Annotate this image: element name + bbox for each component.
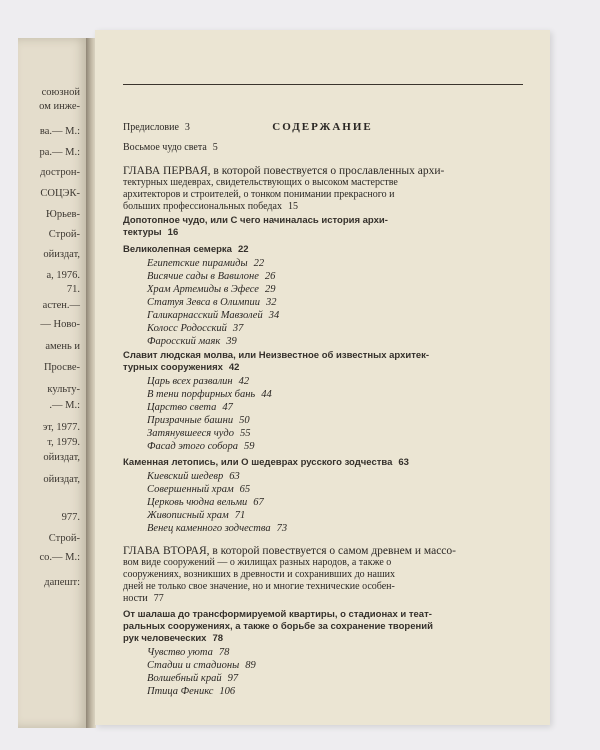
toc-entry <box>147 441 254 453</box>
toc-page-number: 47 <box>222 402 233 413</box>
left-page-line: ва.— М.: <box>39 126 80 137</box>
toc-entry <box>123 227 178 239</box>
toc-entry-text: Чувство уюта <box>147 647 213 658</box>
left-page-line: ра.— М.: <box>39 147 80 158</box>
toc-entry-text: тектурных шедеврах, свидетельствующих о высоком мастерстве <box>123 177 398 188</box>
toc-page-number: 42 <box>228 362 240 373</box>
toc-entry-text: ГЛАВА ПЕРВАЯ, в которой повествуется о прославленных архи- <box>123 165 445 177</box>
toc-entry-text: Живописный храм <box>147 510 229 521</box>
top-rule <box>123 84 523 85</box>
toc-entry-text: ральных сооружениях, а также о борьбе за сохранение творений <box>123 621 433 632</box>
contents-page <box>95 30 550 725</box>
toc-page-number: 22 <box>237 244 249 255</box>
toc-page-number: 65 <box>239 484 251 495</box>
toc-entry-text: Великолепная семерка <box>123 244 232 255</box>
toc-page-number: 97 <box>227 673 239 684</box>
toc-entry <box>147 647 229 659</box>
toc-entry-text: От шалаша до трансформируемой квартиры, о стадионах и теат- <box>123 609 432 620</box>
toc-entry <box>123 569 395 581</box>
toc-entry-text: ности <box>123 593 148 604</box>
toc-page-number: 73 <box>276 523 288 534</box>
toc-page-number: 16 <box>167 227 179 238</box>
toc-entry-text: Волшебный край <box>147 673 222 684</box>
toc-entry-text: рук человеческих <box>123 633 207 644</box>
left-page-line: со.— М.: <box>39 552 80 563</box>
toc-entry <box>123 165 444 177</box>
toc-entry-text: тектуры <box>123 227 162 238</box>
toc-entry <box>123 545 456 557</box>
toc-entry <box>147 376 249 388</box>
toc-page-number: 32 <box>266 297 277 308</box>
toc-entry-text: Царство света <box>147 402 217 413</box>
left-page-line: Просве- <box>43 362 80 373</box>
toc-entry <box>147 389 272 401</box>
toc-page-number: 37 <box>232 323 244 334</box>
toc-entry-text: сооружениях, возникших в древности и сохранивших до наших <box>123 569 396 580</box>
toc-entry-text: Стадии и стадионы <box>147 660 240 671</box>
toc-entry-text: Птица Феникс <box>147 686 214 697</box>
left-page-line: ойиздат, <box>43 249 80 260</box>
toc-page-number: 3 <box>184 122 190 133</box>
toc-entry-text: Статуя Зевса в Олимпии <box>147 297 261 308</box>
left-page-line: .— М.: <box>49 400 80 411</box>
left-page-line: — Ново- <box>40 319 80 330</box>
toc-entry-text: Фасад этого собора <box>147 441 238 452</box>
toc-page-number: 89 <box>245 660 256 671</box>
toc-page-number: 22 <box>253 258 265 269</box>
toc-entry <box>123 215 388 227</box>
toc-entry-text: дней не только свое значение, но и многие технические особен- <box>123 581 395 592</box>
toc-entry-text: Колосс Родосский <box>147 323 227 334</box>
left-page-line: т, 1979. <box>47 437 80 448</box>
toc-entry-text: Фаросский маяк <box>147 336 221 347</box>
toc-page-number: 78 <box>212 633 224 644</box>
toc-entry <box>123 457 409 469</box>
toc-entry <box>123 362 239 374</box>
toc-page-number: 39 <box>226 336 237 347</box>
toc-entry <box>147 271 275 283</box>
toc-entry <box>123 189 394 201</box>
toc-page-number: 29 <box>264 284 276 295</box>
toc-page-number: 63 <box>229 471 240 482</box>
toc-entry <box>147 284 275 296</box>
left-page-line: амень и <box>45 341 80 352</box>
toc-entry <box>147 686 235 698</box>
toc-entry-text: турных сооружениях <box>123 362 223 373</box>
toc-page-number: 67 <box>253 497 264 508</box>
toc-entry <box>147 428 250 440</box>
toc-entry-text: Киевский шедевр <box>147 471 224 482</box>
toc-entry <box>147 336 237 348</box>
toc-entry <box>147 471 240 483</box>
toc-entry-text: больших профессиональных победах <box>123 201 282 212</box>
toc-entry-text: архитекторов и строителей, о тонком понимании прекрасного и <box>123 189 395 200</box>
toc-entry-text: Храм Артемиды в Эфесе <box>147 284 259 295</box>
toc-page-number: 42 <box>238 376 250 387</box>
toc-entry <box>123 142 218 154</box>
toc-entry <box>123 122 190 134</box>
toc-entry <box>147 660 256 672</box>
left-page-line: а, 1976. <box>46 270 80 281</box>
toc-entry-text: Египетские пирамиды <box>147 258 248 269</box>
toc-entry <box>123 621 433 633</box>
toc-entry <box>147 510 245 522</box>
toc-entry-text: Призрачные башни <box>147 415 234 426</box>
toc-entry <box>123 177 398 189</box>
toc-page-number: 26 <box>264 271 276 282</box>
page-title: СОДЕРЖАНИЕ <box>272 121 373 133</box>
toc-page-number: 5 <box>212 142 218 153</box>
toc-entry <box>147 415 250 427</box>
toc-entry <box>147 673 238 685</box>
toc-page-number: 71 <box>234 510 246 521</box>
toc-entry-text: Восьмое чудо света <box>123 142 207 153</box>
left-page-line: дапешт: <box>44 577 80 588</box>
toc-entry <box>147 258 264 270</box>
toc-entry-text: Каменная летопись, или О шедеврах русского зодчества <box>123 457 393 468</box>
left-page-line: Строй- <box>48 229 80 240</box>
left-page-line: 71. <box>66 284 80 295</box>
toc-entry-text: Царь всех развалин <box>147 376 233 387</box>
toc-entry-text: Славит людская молва, или Неизвестное об известных архитек- <box>123 350 430 361</box>
toc-entry-text: Венец каменного зодчества <box>147 523 271 534</box>
toc-page-number: 77 <box>153 593 164 604</box>
left-page-line: астен.— <box>42 300 80 311</box>
left-page-line: ойиздат, <box>43 452 80 463</box>
toc-entry-text: В тени порфирных бань <box>147 389 256 400</box>
toc-entry-text: Галикарнасский Мавзолей <box>147 310 263 321</box>
toc-page-number: 78 <box>218 647 230 658</box>
toc-entry <box>123 201 298 213</box>
left-page-line: культу- <box>47 384 80 395</box>
toc-entry-text: Совершенный храм <box>147 484 234 495</box>
toc-entry <box>147 310 279 322</box>
toc-entry-text: Затянувшееся чудо <box>147 428 234 439</box>
toc-entry <box>123 350 429 362</box>
toc-entry <box>123 244 249 256</box>
toc-page-number: 34 <box>268 310 280 321</box>
toc-page-number: 55 <box>239 428 251 439</box>
toc-entry-text: Предисловие <box>123 122 179 133</box>
left-page-line: ойиздат, <box>43 474 80 485</box>
toc-entry-text: Церковь чюдна вельми <box>147 497 248 508</box>
toc-entry <box>123 581 395 593</box>
toc-entry <box>147 484 250 496</box>
toc-page-number: 44 <box>261 389 272 400</box>
toc-entry <box>123 593 164 605</box>
toc-entry-text: Допотопное чудо, или С чего начиналась история архи- <box>123 215 388 226</box>
toc-page-number: 50 <box>239 415 250 426</box>
toc-entry <box>147 297 277 309</box>
toc-entry <box>147 523 287 535</box>
toc-page-number: 63 <box>398 457 409 468</box>
toc-entry <box>147 402 233 414</box>
toc-entry-text: вом виде сооружений — о жилищах разных народов, а также о <box>123 557 392 568</box>
toc-page-number: 59 <box>243 441 255 452</box>
left-page-line: дострон- <box>40 167 80 178</box>
left-page-line: Юрьев- <box>46 209 80 220</box>
toc-page-number: 106 <box>219 686 236 697</box>
left-page-line: 977. <box>61 512 80 523</box>
toc-entry-text: Висячие сады в Вавилоне <box>147 271 259 282</box>
left-page-line: СОЦЭК- <box>40 188 80 199</box>
toc-entry <box>147 323 243 335</box>
toc-page-number: 15 <box>287 201 298 212</box>
toc-entry <box>123 557 391 569</box>
toc-entry <box>147 497 264 509</box>
toc-entry-text: ГЛАВА ВТОРАЯ, в которой повествуется о самом древнем и массо- <box>123 545 456 557</box>
toc-entry <box>123 633 223 645</box>
left-page-line: союзной <box>41 87 80 98</box>
left-page <box>18 38 88 728</box>
left-page-line: эт, 1977. <box>42 422 80 433</box>
toc-entry <box>123 609 432 621</box>
left-page-line: ом инже- <box>39 101 80 112</box>
left-page-line: Строй- <box>48 533 80 544</box>
